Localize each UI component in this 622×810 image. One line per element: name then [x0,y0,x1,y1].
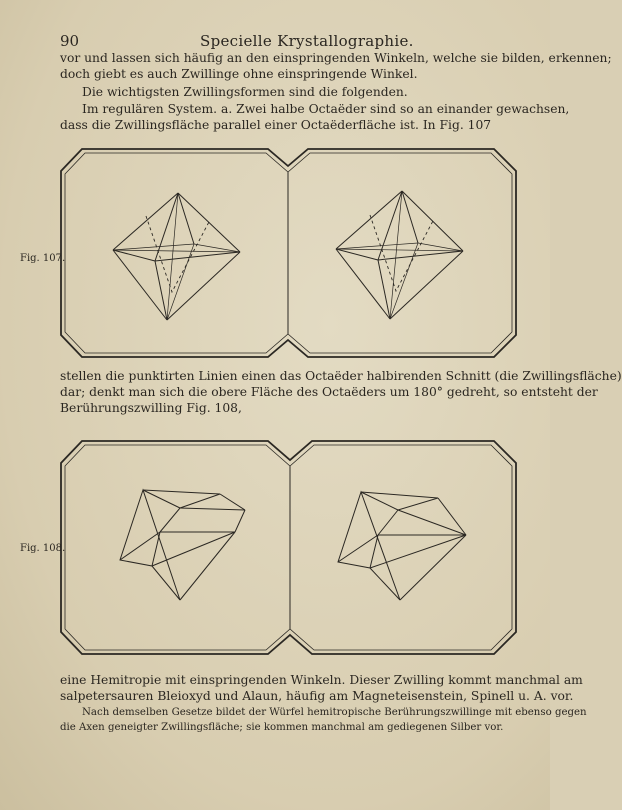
figure-107 [60,148,520,358]
paragraph-description [60,368,622,416]
page-header [60,32,520,52]
paragraph-regular-system [60,101,570,133]
text-line: Im regulären System. a. Zwei halbe Octaëder sind so an einander gewachsen, [82,102,570,116]
text-line: dar; denkt man sich die obere Fläche des Octaëders um 180° gedreht, so entsteht der [60,385,598,399]
octahedron-crystal-right [336,191,463,319]
text-line: Die wichtigsten Zwillingsformen sind die folgenden. [82,85,408,99]
figure-108-label: Fig. 108. [20,543,66,554]
figure-108-drawing [60,440,520,655]
text-line: dass die Zwillingsfläche parallel einer Octaëderfläche ist. In Fig. 107 [60,118,492,132]
twin-crystal-left [120,490,245,600]
paragraph-intro [60,84,520,100]
text-line: stellen die punktirten Linien einen das Octaëder halbirenden Schnitt (die Zwillingsfläche) [60,369,622,383]
figure-107-drawing [60,148,520,358]
figure-108 [60,440,520,655]
text-line: doch giebt es auch Zwillinge ohne einspringende Winkel. [60,67,418,81]
page-number: 90 [60,32,80,50]
text-line: die Axen geneigter Zwillingsfläche; sie kommen manchmal am gediegenen Silber vor. [60,722,504,733]
text-line: vor und lassen sich häufig an den einspringenden Winkeln, welche sie bilden, erkennen; [60,51,612,65]
octahedron-crystal-left [113,193,240,320]
footnote-paragraph [60,705,587,735]
paragraph-hemitropie [60,672,583,704]
running-head: Specielle Krystallographie. [200,32,414,50]
twin-crystal-right [338,492,466,600]
paragraph-continuation [60,50,612,82]
text-line: salpetersauren Bleioxyd und Alaun, häufig am Magneteisenstein, Spinell u. A. vor. [60,689,574,703]
text-line: Nach demselben Gesetze bildet der Würfel hemitropische Berührungszwillinge mit ebenso gegen [82,707,587,718]
text-line: Berührungszwilling Fig. 108, [60,401,242,415]
figure-107-label: Fig. 107. [20,253,66,264]
text-line: eine Hemitropie mit einspringenden Winkeln. Dieser Zwilling kommt manchmal am [60,673,583,687]
plate-frame [61,441,516,654]
